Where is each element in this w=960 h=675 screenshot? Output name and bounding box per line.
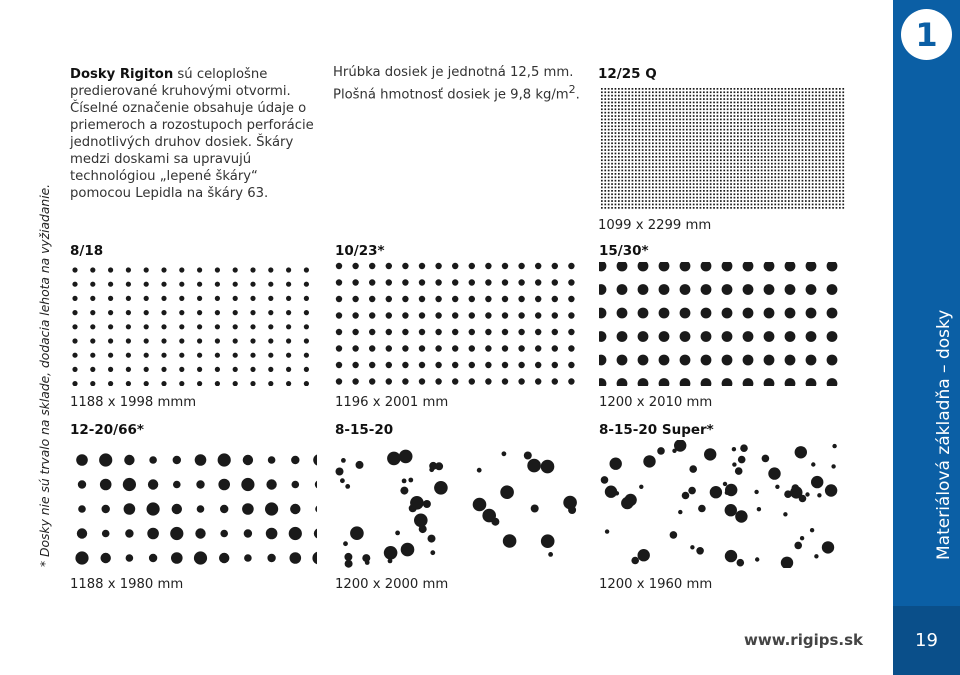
intro-brand: Dosky Rigiton [70, 67, 174, 82]
pattern-dimensions-8-18: 1188 x 1998 mmm [70, 395, 197, 410]
perforation-pattern-8-15-20 [335, 440, 580, 568]
pattern-dimensions-12-25-q: 1099 x 2299 mm [598, 218, 712, 233]
board-info [333, 64, 583, 103]
perforation-pattern-12-20-66 [72, 442, 317, 568]
pattern-dimensions-10-23: 1196 x 2001 mm [335, 395, 449, 410]
chapter-number-badge: 1 [901, 9, 952, 60]
website-link[interactable]: www.rigips.sk [744, 631, 863, 649]
pattern-dimensions-8-15-20: 1200 x 2000 mm [335, 577, 449, 592]
perforation-pattern-8-18 [72, 264, 317, 386]
section-title: Materiálová základňa – dosky [934, 309, 954, 560]
pattern-title-8-18: 8/18 [70, 243, 104, 259]
pattern-title-8-15-20: 8-15-20 [335, 422, 394, 438]
pattern-dimensions-15-30: 1200 x 2010 mm [599, 395, 713, 410]
stock-availability-note: * Dosky nie sú trvalo na sklade, dodacia lehota na vyžiadanie. [38, 183, 52, 567]
info-weight: Plošná hmotnosť dosiek je 9,8 $kg/m^2$. [333, 83, 580, 103]
intro-paragraph [70, 66, 320, 202]
pattern-title-12-20-66: 12-20/66* [70, 422, 144, 438]
info-thickness: Hrúbka dosiek je jednotná 12,5 mm. [333, 65, 574, 80]
page-number: 19 [893, 606, 960, 675]
perforation-pattern-15-30 [599, 262, 845, 386]
intro-text: sú celoplošne predierované kruhovými otvormi. Číselné označenie obsahuje údaje o priemeroch a rozostupoch perforácie jednotlivých druhov dosiek. Škáry medzi doskami sa upravujú technológiou „lepené škáry“ pomocou Lepidla na škáry 63. [70, 67, 314, 201]
pattern-title-10-23: 10/23* [335, 243, 385, 259]
perforation-pattern-8-15-20-super [599, 440, 845, 568]
pattern-dimensions-12-20-66: 1188 x 1980 mm [70, 577, 184, 592]
pattern-dimensions-8-15-20-super: 1200 x 1960 mm [599, 577, 713, 592]
perforation-pattern-12-25-q [600, 87, 845, 210]
pattern-title-15-30: 15/30* [599, 243, 649, 259]
pattern-title-12-25-q: 12/25 Q [598, 66, 657, 82]
perforation-pattern-10-23 [335, 262, 580, 386]
pattern-title-8-15-20-super: 8-15-20 Super* [599, 422, 714, 438]
